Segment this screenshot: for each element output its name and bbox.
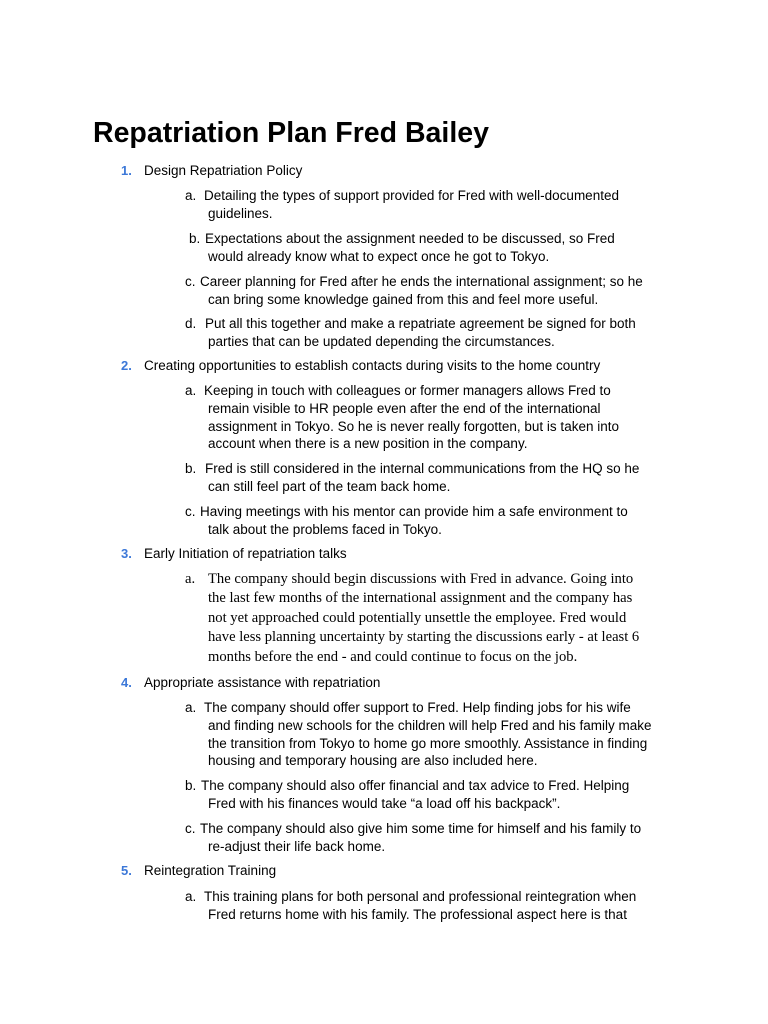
list-item [185, 777, 685, 813]
item-line: Having meetings with his mentor can provide him a safe environment to [200, 504, 628, 519]
section-heading: Creating opportunities to establish contacts during visits to the home country [144, 358, 601, 373]
item-letter: c. [185, 504, 196, 519]
section-number: 3. [121, 546, 132, 561]
item-line: Detailing the types of support provided for Fred with well-documented [204, 188, 619, 203]
list-item [185, 460, 685, 496]
list-item [185, 230, 685, 266]
list-item [185, 315, 685, 351]
item-line: have less planning uncertainty by starting the discussions early - at least 6 [208, 629, 640, 646]
item-line: Fred with his finances would take “a load off his backpack”. [208, 795, 561, 811]
item-line: would already know what to expect once he got to Tokyo. [208, 248, 550, 264]
list-item [185, 273, 685, 309]
item-letter: b. [185, 778, 197, 793]
section-heading: Appropriate assistance with repatriation [144, 675, 381, 690]
section-heading: Reintegration Training [144, 863, 277, 878]
item-line: Keeping in touch with colleagues or former managers allows Fred to [204, 383, 611, 398]
item-line: can still feel part of the team back home. [208, 478, 451, 494]
item-letter: b. [185, 461, 197, 476]
item-letter: a. [185, 889, 197, 904]
list-item [185, 503, 685, 539]
item-line: and finding new schools for the children will help Fred and his family make [208, 717, 652, 733]
section-number: 1. [121, 163, 132, 178]
item-line: can bring some knowledge gained from this and feel more useful. [208, 291, 599, 307]
list-item [185, 820, 685, 856]
list-item [185, 888, 685, 924]
item-line: remain visible to HR people even after the end of the international [208, 400, 601, 416]
item-letter: b. [189, 231, 201, 246]
item-letter: a. [185, 700, 197, 715]
item-line: The company should also offer financial and tax advice to Fred. Helping [201, 778, 630, 793]
list-item [185, 699, 685, 770]
item-line: talk about the problems faced in Tokyo. [208, 521, 442, 537]
list-item [185, 187, 685, 223]
item-line: Fred returns home with his family. The professional aspect here is that [208, 906, 627, 922]
section-number: 4. [121, 675, 132, 690]
item-letter: a. [185, 383, 197, 398]
item-line: the transition from Tokyo to home go more smoothly. Assistance in finding [208, 735, 648, 751]
item-line: Put all this together and make a repatriate agreement be signed for both [205, 316, 636, 331]
item-letter: c. [185, 821, 196, 836]
item-letter: c. [185, 274, 196, 289]
item-line: account when there is a new position in the company. [208, 436, 528, 452]
item-letter: a. [185, 188, 197, 203]
section-number: 2. [121, 358, 132, 373]
item-line: The company should begin discussions with Fred in advance. Going into [208, 571, 634, 587]
item-line: not yet approached could potentially unsettle the employee. Fred would [208, 609, 627, 626]
item-line: Career planning for Fred after he ends the international assignment; so he [200, 274, 643, 289]
section-heading: Design Repatriation Policy [144, 163, 303, 178]
item-line: the last few months of the international assignment and the company has [208, 590, 633, 607]
item-letter: d. [185, 316, 197, 331]
item-line: The company should offer support to Fred. Help finding jobs for his wife [204, 700, 631, 715]
list-item [185, 570, 685, 667]
item-letter: a. [185, 571, 196, 587]
item-line: The company should also give him some time for himself and his family to [200, 821, 642, 836]
document-title: Repatriation Plan Fred Bailey [93, 117, 489, 149]
section-heading: Early Initiation of repatriation talks [144, 546, 347, 561]
item-line: housing and temporary housing are also included here. [208, 753, 538, 769]
list-item [185, 382, 685, 453]
item-line: assignment in Tokyo. So he is never really forgotten, but is taken into [208, 418, 619, 434]
item-line: Fred is still considered in the internal communications from the HQ so he [205, 461, 640, 476]
section-number: 5. [121, 863, 132, 878]
item-line: guidelines. [208, 205, 273, 221]
item-line: re-adjust their life back home. [208, 838, 386, 854]
item-line: This training plans for both personal and professional reintegration when [204, 889, 637, 904]
item-line: months before the end - and could continue to focus on the job. [208, 648, 578, 665]
item-line: Expectations about the assignment needed to be discussed, so Fred [205, 231, 615, 246]
item-line: parties that can be updated depending the circumstances. [208, 333, 555, 349]
